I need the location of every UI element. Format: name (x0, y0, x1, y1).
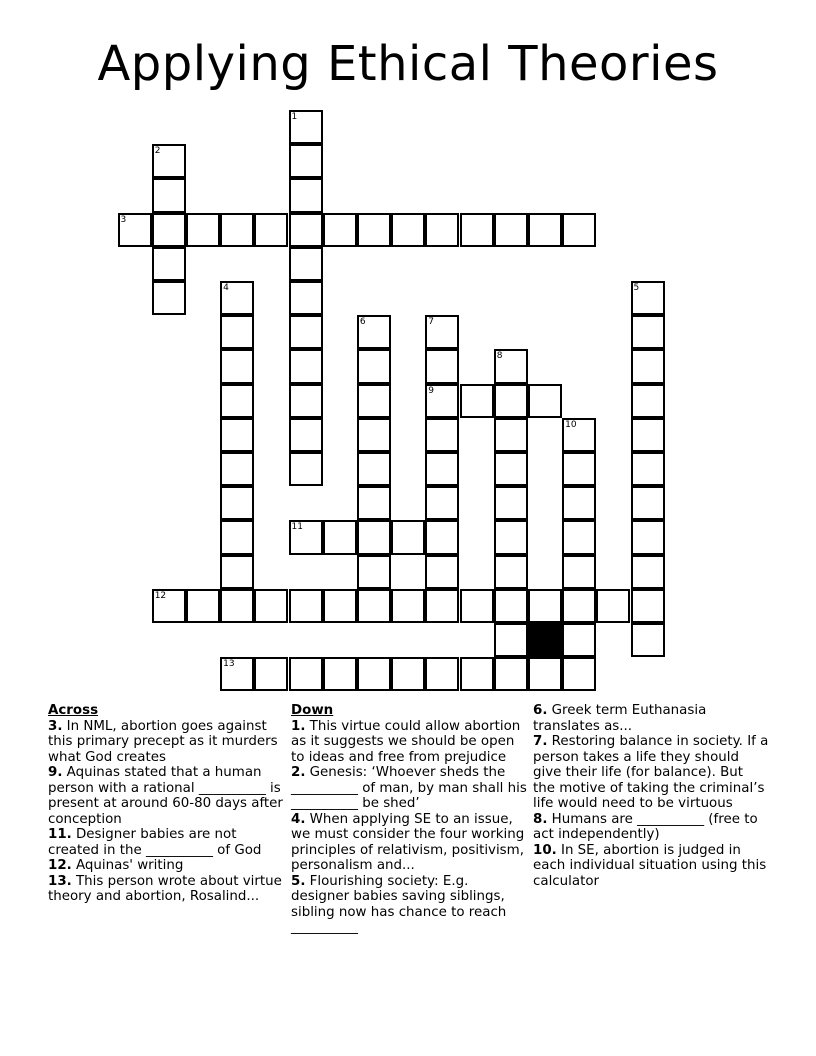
grid-cell[interactable] (220, 452, 254, 486)
grid-cell[interactable] (289, 315, 323, 349)
clue-num: 7. (533, 734, 548, 749)
grid-cell[interactable] (494, 589, 528, 623)
grid-cell[interactable] (562, 418, 596, 452)
down-clue: 10. In SE, abortion is judged in each individual situation using this calculator (533, 842, 767, 889)
grid-cell[interactable] (357, 418, 391, 452)
grid-cell[interactable] (528, 384, 562, 418)
down-heading: Down (291, 703, 334, 718)
grid-cell[interactable] (494, 452, 528, 486)
down-clue: 8. Humans are __________ (free to act independently) (533, 811, 758, 842)
grid-cell[interactable] (562, 657, 596, 691)
grid-cell[interactable] (425, 520, 459, 554)
clue-number: 11 (291, 522, 303, 533)
grid-cell[interactable] (152, 178, 186, 212)
grid-cell[interactable] (631, 589, 665, 623)
grid-cell[interactable] (254, 589, 288, 623)
clue-number: 1 (291, 112, 298, 122)
grid-cell[interactable] (289, 520, 323, 554)
grid-cell[interactable] (220, 418, 254, 452)
grid-cell[interactable] (425, 486, 459, 520)
grid-cell[interactable] (357, 315, 391, 349)
grid-cell[interactable] (357, 213, 391, 247)
grid-cell[interactable] (425, 213, 459, 247)
down-clue: 7. Restoring balance in society. If a person takes a life they should give their life (for balance). But the motive of taking the criminal’s life would need to be virtuous (533, 734, 769, 811)
puzzle-title: Applying Ethical Theories (97, 36, 719, 92)
across-clues (48, 703, 283, 905)
grid-cell[interactable] (494, 520, 528, 554)
grid-cell[interactable] (631, 281, 665, 315)
grid-cell[interactable] (562, 623, 596, 657)
grid-cell[interactable] (220, 384, 254, 418)
grid-cell[interactable] (494, 486, 528, 520)
clue-num: 4. (291, 811, 306, 827)
grid-cell[interactable] (220, 520, 254, 554)
grid-cell[interactable] (425, 657, 459, 691)
grid-cell[interactable] (220, 486, 254, 520)
down-clue: 1. This virtue could allow abortion as it suggests we should be open to ideas and free from prejudice (291, 718, 521, 765)
across-heading: Across (48, 703, 99, 718)
grid-cell[interactable] (323, 213, 357, 247)
down-clues (291, 703, 527, 936)
across-clue: 11. Designer babies are not created in the __________ of God (48, 827, 262, 858)
clue-num: 2. (291, 765, 306, 780)
grid-cell[interactable] (425, 589, 459, 623)
grid-cell[interactable] (220, 555, 254, 589)
grid-cell[interactable] (289, 384, 323, 418)
grid-cell[interactable] (357, 452, 391, 486)
grid-cell[interactable] (631, 520, 665, 554)
clue-number: 10 (565, 419, 577, 430)
grid-cell[interactable] (562, 213, 596, 247)
grid-cell[interactable] (631, 315, 665, 349)
clue-num: 10. (533, 842, 557, 858)
grid-cell[interactable] (289, 110, 323, 144)
grid-cell[interactable] (289, 247, 323, 281)
down-clue: 2. Genesis: ‘Whoever sheds the __________ of man, by man shall his __________ be shed’ (291, 765, 527, 811)
grid-cell[interactable] (528, 213, 562, 247)
grid-cell[interactable] (631, 452, 665, 486)
grid-cell[interactable] (220, 589, 254, 623)
grid-cell[interactable] (289, 213, 323, 247)
grid-cell[interactable] (220, 349, 254, 383)
grid-cell[interactable] (528, 657, 562, 691)
grid-cell[interactable] (631, 384, 665, 418)
grid-cell[interactable] (254, 213, 288, 247)
grid-cell[interactable] (357, 486, 391, 520)
grid-cell[interactable] (631, 486, 665, 520)
grid-cell[interactable] (391, 520, 425, 554)
grid-cell[interactable] (289, 349, 323, 383)
grid-cell[interactable] (425, 315, 459, 349)
grid-cell[interactable] (289, 589, 323, 623)
clue-number: 6 (359, 317, 366, 328)
grid-cell[interactable] (357, 657, 391, 691)
clue-number: 12 (154, 590, 167, 601)
grid-cell[interactable] (494, 349, 528, 383)
grid-cell[interactable] (220, 657, 254, 691)
grid-cell[interactable] (494, 418, 528, 452)
grid-cell[interactable] (152, 144, 186, 178)
grid-cell[interactable] (562, 589, 596, 623)
grid-cell[interactable] (254, 657, 288, 691)
grid-cell[interactable] (425, 418, 459, 452)
grid-cell[interactable] (289, 178, 323, 212)
clue-num: 11. (48, 827, 72, 842)
grid-cell[interactable] (460, 213, 494, 247)
grid-cell[interactable] (460, 384, 494, 418)
grid-cell[interactable] (357, 520, 391, 554)
grid-cell[interactable] (631, 418, 665, 452)
grid-cell[interactable] (289, 281, 323, 315)
grid-cell[interactable] (425, 349, 459, 383)
grid-cell[interactable] (357, 349, 391, 383)
grid-cell[interactable] (186, 213, 220, 247)
grid-cell[interactable] (289, 452, 323, 486)
grid-cell[interactable] (460, 589, 494, 623)
across-clue: 9. Aquinas stated that a human person with a rational __________ is present at around 60-80 days after conception (48, 765, 283, 827)
clue-number: 8 (496, 351, 503, 362)
grid-cell[interactable] (323, 589, 357, 623)
grid-cell[interactable] (631, 555, 665, 589)
grid-cell[interactable] (118, 213, 152, 247)
down-clue: 6. Greek term Euthanasia translates as... (533, 703, 707, 734)
grid-cell[interactable] (562, 452, 596, 486)
grid-cell[interactable] (391, 213, 425, 247)
grid-cell[interactable] (562, 486, 596, 520)
grid-cell[interactable] (152, 247, 186, 281)
grid-cell[interactable] (562, 520, 596, 554)
grid-cell[interactable] (562, 555, 596, 589)
grid-cell[interactable] (220, 281, 254, 315)
down-clue: 4. When applying SE to an issue, we must consider the four working principles of relativism, positivism, personalism and... (291, 811, 525, 873)
clue-num: 12. (48, 858, 72, 873)
clue-number: 5 (633, 283, 640, 293)
grid-cell[interactable] (391, 589, 425, 623)
grid-cell[interactable] (289, 418, 323, 452)
grid-cell[interactable] (494, 384, 528, 418)
grid-cell[interactable] (357, 384, 391, 418)
grid-cell[interactable] (425, 452, 459, 486)
grid-cell[interactable] (494, 623, 528, 657)
clue-number: 3 (120, 214, 127, 225)
grid-cell[interactable] (186, 589, 220, 623)
clue-num: 13. (48, 873, 72, 889)
grid-cell[interactable] (494, 657, 528, 691)
clue-number: 9 (428, 385, 435, 396)
across-clue: 13. This person wrote about virtue theory and abortion, Rosalind... (48, 873, 282, 904)
clue-num: 8. (533, 811, 548, 827)
grid-cell[interactable] (425, 384, 459, 418)
grid-cell[interactable] (494, 213, 528, 247)
grid-cell[interactable] (631, 623, 665, 657)
across-clue: 3. In NML, abortion goes against this primary precept as it murders what God creates (48, 718, 278, 765)
grid-cell[interactable] (323, 520, 357, 554)
grid-cell[interactable] (460, 657, 494, 691)
grid-cell[interactable] (631, 349, 665, 383)
grid-cell[interactable] (357, 589, 391, 623)
clue-num: 6. (533, 703, 548, 718)
grid-cell[interactable] (528, 589, 562, 623)
grid-cell[interactable] (596, 589, 630, 623)
grid-cell[interactable] (152, 213, 186, 247)
grid-cell[interactable] (289, 144, 323, 178)
clue-num: 3. (48, 718, 63, 734)
grid-cell[interactable] (289, 657, 323, 691)
grid-cell[interactable] (220, 315, 254, 349)
grid-cell[interactable] (357, 555, 391, 589)
down-clue: 5. Flourishing society: E.g. designer babies saving siblings, sibling now has chance to reach __________ (291, 873, 507, 935)
clue-num: 5. (291, 873, 306, 889)
clue-number: 2 (154, 146, 161, 157)
grid-cell[interactable] (152, 281, 186, 315)
clue-number: 13 (223, 659, 235, 670)
clue-num: 9. (48, 765, 63, 780)
black-square (528, 623, 562, 657)
grid-cell[interactable] (323, 657, 357, 691)
clue-num: 1. (291, 718, 306, 734)
down-clues-continued (533, 703, 769, 889)
across-clue: 12. Aquinas' writing (48, 858, 184, 873)
grid-cell[interactable] (425, 555, 459, 589)
clue-number: 7 (428, 317, 435, 328)
grid-cell[interactable] (220, 213, 254, 247)
grid-cell[interactable] (152, 589, 186, 623)
clue-number: 4 (223, 283, 229, 293)
grid-cell[interactable] (391, 657, 425, 691)
grid-cell[interactable] (494, 555, 528, 589)
